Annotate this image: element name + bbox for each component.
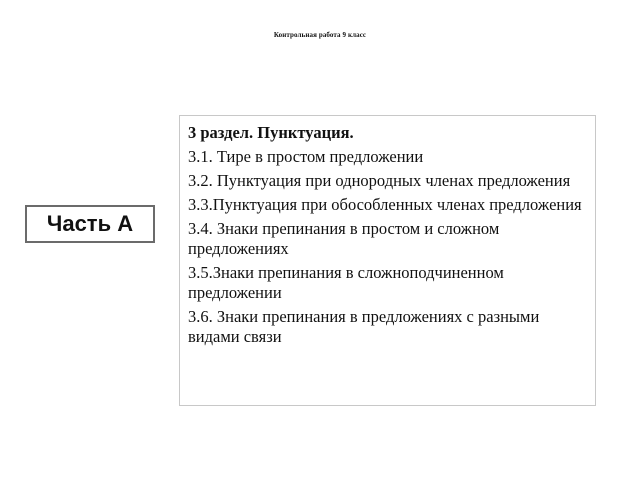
topic-item: 3.3.Пунктуация при обособленных членах предложения [188,195,582,214]
topic-item: 3.1. Тире в простом предложении [188,147,424,166]
part-label: Часть А [25,205,155,243]
section-content-panel [179,115,596,406]
topic-item: 3.5.Знаки препинания в сложноподчиненном предложении [188,263,504,302]
topic-list [188,147,587,347]
topic-item: 3.6. Знаки препинания в предложениях с разными видами связи [188,307,540,346]
page-title: Контрольная работа 9 класс [273,31,367,39]
topic-item: 3.4. Знаки препинания в простом и сложном предложениях [188,219,500,258]
topic-item: 3.2. Пунктуация при однородных членах предложения [188,171,571,190]
section-heading: 3 раздел. Пунктуация. [188,123,354,142]
